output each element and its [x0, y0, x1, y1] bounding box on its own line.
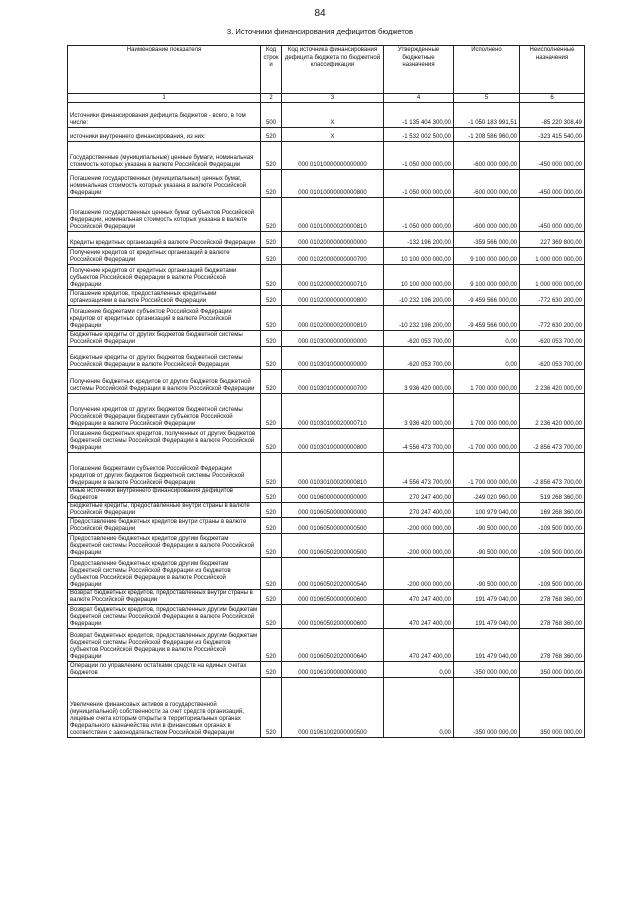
row-approved: -620 053 700,00: [384, 347, 454, 370]
row-name: Погашение кредитов, предоставленных кредитными организациями в валюте Российской Федерации: [68, 290, 261, 306]
row-executed: -350 000 000,00: [454, 662, 520, 678]
row-executed: -600 000 000,00: [454, 198, 520, 232]
header-executed: Исполнено: [454, 46, 520, 94]
row-source-code: 000 01030000000000000: [282, 331, 384, 347]
row-approved: 3 936 420 000,00: [384, 394, 454, 429]
table-row: [68, 265, 585, 290]
row-executed: -9 459 566 000,00: [454, 290, 520, 306]
row-line-code: 520: [261, 590, 282, 605]
row-approved: -1 135 404 300,00: [384, 103, 454, 128]
row-line-code: 520: [261, 518, 282, 534]
table-row: [68, 629, 585, 662]
row-unexecuted: 227 369 800,00: [520, 232, 585, 248]
table-header: [68, 46, 585, 103]
row-source-code: 000 01030100020000710: [282, 394, 384, 429]
row-name: Бюджетные кредиты от других бюджетов бюджетной системы Российской Федерации в валюте Российской Федерации: [68, 347, 261, 370]
row-executed: -1 700 000 000,00: [454, 453, 520, 488]
row-name: Погашение государственных ценных бумаг субъектов Российской Федерации, номинальная стоимость которых указана в валюте Российской Федерации: [68, 198, 261, 232]
row-source-code: X: [282, 103, 384, 128]
row-executed: 0,00: [454, 331, 520, 347]
row-unexecuted: -109 500 000,00: [520, 534, 585, 558]
header-approved: Утвержденные бюджетные назначения: [384, 46, 454, 94]
row-executed: -1 208 586 960,00: [454, 128, 520, 142]
row-approved: -10 232 196 200,00: [384, 306, 454, 331]
row-line-code: 520: [261, 248, 282, 265]
row-unexecuted: 350 000 000,00: [520, 662, 585, 678]
row-executed: -90 500 000,00: [454, 534, 520, 558]
row-approved: 270 247 400,00: [384, 503, 454, 518]
row-name: Погашение бюджетных кредитов, полученных от других бюджетов бюджетной системы Российской Федерации в валюте Российской Федерации: [68, 429, 261, 453]
row-source-code: 000 01010000020000810: [282, 198, 384, 232]
row-line-code: 520: [261, 488, 282, 503]
row-source-code: 000 01030100000000000: [282, 347, 384, 370]
table-row: [68, 558, 585, 590]
row-line-code: 520: [261, 347, 282, 370]
row-unexecuted: 169 268 360,00: [520, 503, 585, 518]
row-line-code: 520: [261, 331, 282, 347]
row-unexecuted: 278 768 360,00: [520, 629, 585, 662]
row-unexecuted: -109 500 000,00: [520, 518, 585, 534]
row-executed: -90 500 000,00: [454, 558, 520, 590]
row-name: Предоставление бюджетных кредитов другим бюджетам бюджетной системы Российской Федерации в валюте Российской Федерации: [68, 534, 261, 558]
row-line-code: 520: [261, 678, 282, 738]
header-unexecuted: Неисполненные назначения: [520, 46, 585, 94]
row-approved: 270 247 400,00: [384, 488, 454, 503]
table-row: [68, 678, 585, 738]
row-executed: 9 100 000 000,00: [454, 265, 520, 290]
row-unexecuted: -2 856 473 700,00: [520, 429, 585, 453]
row-line-code: 520: [261, 394, 282, 429]
row-unexecuted: 1 000 000 000,00: [520, 265, 585, 290]
header-indicator-name: Наименование показателя: [68, 46, 261, 94]
row-executed: 191 479 040,00: [454, 629, 520, 662]
row-unexecuted: -772 630 200,00: [520, 306, 585, 331]
row-executed: 100 979 040,00: [454, 503, 520, 518]
row-approved: 0,00: [384, 678, 454, 738]
row-approved: 0,00: [384, 662, 454, 678]
row-source-code: 000 01061000000000000: [282, 662, 384, 678]
table-row: [68, 331, 585, 347]
row-source-code: 000 01030100000000700: [282, 370, 384, 394]
page-number: 84: [314, 8, 326, 19]
table-row: [68, 103, 585, 128]
row-line-code: 520: [261, 198, 282, 232]
header-source-code: Код источника финансирования дефицита бюджета по бюджетной классификации: [282, 46, 384, 94]
row-source-code: 000 01060500000000000: [282, 503, 384, 518]
row-name: Увеличение финансовых активов в государственной (муниципальной) собственности за счет средств организаций, лицевые счета которым открыты в территориальных органах Федерального казначейства или в финансовых органах в соответствии с законодательством Российской Федерации: [68, 678, 261, 738]
row-approved: -4 556 473 700,00: [384, 453, 454, 488]
table-row: [68, 142, 585, 170]
row-approved: 10 100 000 000,00: [384, 248, 454, 265]
table-row: [68, 306, 585, 331]
financing-sources-table: [67, 45, 585, 738]
row-source-code: 000 01061002000000500: [282, 678, 384, 738]
row-name: Государственные (муниципальные) ценные бумаги, номинальная стоимость которых указана в валюте Российской Федерации: [68, 142, 261, 170]
row-line-code: 520: [261, 370, 282, 394]
row-line-code: 520: [261, 142, 282, 170]
column-number: 3: [282, 94, 384, 103]
row-approved: -620 053 700,00: [384, 331, 454, 347]
table-row: [68, 290, 585, 306]
column-number-row: [68, 94, 585, 103]
table-row: [68, 170, 585, 198]
row-source-code: 000 01010000000000800: [282, 170, 384, 198]
row-name: Погашение государственных (муниципальных) ценных бумаг, номинальная стоимость которых указана в валюте Российской Федерации: [68, 170, 261, 198]
row-executed: 1 700 000 000,00: [454, 370, 520, 394]
row-unexecuted: -109 500 000,00: [520, 558, 585, 590]
row-name: Получение кредитов от кредитных организаций бюджетами субъектов Российской Федерации в валюте Российской Федерации: [68, 265, 261, 290]
row-unexecuted: 1 000 000 000,00: [520, 248, 585, 265]
row-executed: -350 000 000,00: [454, 678, 520, 738]
row-source-code: 000 01060000000000000: [282, 488, 384, 503]
row-unexecuted: 278 768 360,00: [520, 590, 585, 605]
row-executed: -600 000 000,00: [454, 142, 520, 170]
row-source-code: 000 01020000020000710: [282, 265, 384, 290]
column-number: 2: [261, 94, 282, 103]
table-row: [68, 518, 585, 534]
table-row: [68, 488, 585, 503]
row-line-code: 520: [261, 128, 282, 142]
row-name: Возврат бюджетных кредитов, предоставленных внутри страны в валюте Российской Федерации: [68, 590, 261, 605]
row-source-code: 000 01060500000000600: [282, 590, 384, 605]
row-source-code: 000 01020000000000700: [282, 248, 384, 265]
row-approved: -1 050 000 000,00: [384, 170, 454, 198]
row-approved: 470 247 400,00: [384, 590, 454, 605]
table-row: [68, 605, 585, 629]
row-source-code: 000 01060502000000500: [282, 534, 384, 558]
table-row: [68, 429, 585, 453]
section-title: 3. Источники финансирования дефицитов бюджетов: [226, 27, 414, 36]
row-source-code: 000 01060502020000540: [282, 558, 384, 590]
row-line-code: 520: [261, 170, 282, 198]
row-line-code: 520: [261, 453, 282, 488]
row-name: Погашение бюджетами субъектов Российской Федерации кредитов от кредитных организаций в валюте Российской Федерации: [68, 306, 261, 331]
row-line-code: 520: [261, 232, 282, 248]
row-approved: -4 556 473 700,00: [384, 429, 454, 453]
row-executed: -9 459 566 000,00: [454, 306, 520, 331]
row-executed: -1 700 000 000,00: [454, 429, 520, 453]
row-executed: 191 479 040,00: [454, 590, 520, 605]
row-source-code: 000 01060502000000600: [282, 605, 384, 629]
table-row: [68, 370, 585, 394]
row-name: источники внутреннего финансирования, из них:: [68, 128, 261, 142]
row-line-code: 520: [261, 306, 282, 331]
row-line-code: 520: [261, 534, 282, 558]
row-source-code: 000 01020000020000810: [282, 306, 384, 331]
row-executed: -249 020 960,00: [454, 488, 520, 503]
row-source-code: 000 01030100020000810: [282, 453, 384, 488]
row-approved: 3 936 420 000,00: [384, 370, 454, 394]
table-body: [68, 103, 585, 738]
row-source-code: 000 01030100000000800: [282, 429, 384, 453]
row-executed: 191 479 040,00: [454, 605, 520, 629]
table-row: [68, 347, 585, 370]
row-executed: 1 700 000 000,00: [454, 394, 520, 429]
row-unexecuted: 2 236 420 000,00: [520, 370, 585, 394]
row-line-code: 520: [261, 605, 282, 629]
row-approved: -1 050 000 000,00: [384, 142, 454, 170]
row-name: Получение бюджетных кредитов от других бюджетов бюджетной системы Российской Федерации в валюте Российской Федерации: [68, 370, 261, 394]
row-source-code: 000 01020000000000800: [282, 290, 384, 306]
header-line-code: Код строк и: [261, 46, 282, 94]
row-executed: -359 566 000,00: [454, 232, 520, 248]
row-line-code: 520: [261, 662, 282, 678]
row-executed: 9 100 000 000,00: [454, 248, 520, 265]
column-number: 5: [454, 94, 520, 103]
column-number: 4: [384, 94, 454, 103]
row-unexecuted: -85 220 308,49: [520, 103, 585, 128]
row-line-code: 520: [261, 290, 282, 306]
row-executed: -1 050 183 991,51: [454, 103, 520, 128]
table-row: [68, 662, 585, 678]
row-executed: 0,00: [454, 347, 520, 370]
row-approved: 470 247 400,00: [384, 629, 454, 662]
row-name: Кредиты кредитных организаций в валюте Российской Федерации: [68, 232, 261, 248]
table-row: [68, 248, 585, 265]
row-unexecuted: 350 000 000,00: [520, 678, 585, 738]
row-name: Источники финансирования дефицита бюджетов - всего, в том числе:: [68, 103, 261, 128]
row-unexecuted: -620 053 700,00: [520, 347, 585, 370]
row-approved: 470 247 400,00: [384, 605, 454, 629]
table-row: [68, 453, 585, 488]
table-row: [68, 590, 585, 605]
row-unexecuted: -323 415 540,00: [520, 128, 585, 142]
row-unexecuted: -2 856 473 700,00: [520, 453, 585, 488]
row-source-code: 000 01020000000000000: [282, 232, 384, 248]
row-source-code: 000 01010000000000000: [282, 142, 384, 170]
row-line-code: 520: [261, 629, 282, 662]
row-unexecuted: 278 768 360,00: [520, 605, 585, 629]
row-line-code: 520: [261, 265, 282, 290]
row-approved: -200 000 000,00: [384, 534, 454, 558]
row-approved: -132 196 200,00: [384, 232, 454, 248]
row-approved: 10 100 000 000,00: [384, 265, 454, 290]
row-unexecuted: -620 053 700,00: [520, 331, 585, 347]
row-approved: -200 000 000,00: [384, 558, 454, 590]
row-name: Бюджетные кредиты, предоставленные внутри страны в валюте Российской Федерации: [68, 503, 261, 518]
row-name: Погашение бюджетами субъектов Российской Федерации кредитов от других бюджетов бюджетной системы Российской Федерации в валюте Российской Федерации: [68, 453, 261, 488]
column-number: 6: [520, 94, 585, 103]
row-source-code: X: [282, 128, 384, 142]
row-line-code: 520: [261, 503, 282, 518]
row-executed: -90 500 000,00: [454, 518, 520, 534]
row-name: Получение кредитов от кредитных организаций в валюте Российской Федерации: [68, 248, 261, 265]
row-unexecuted: -772 630 200,00: [520, 290, 585, 306]
row-line-code: 520: [261, 429, 282, 453]
row-line-code: 520: [261, 558, 282, 590]
row-name: Получение кредитов от других бюджетов бюджетной системы Российской Федерации бюджетами субъектов Российской Федерации в валюте Российской Федерации: [68, 394, 261, 429]
row-source-code: 000 01060500000000500: [282, 518, 384, 534]
table-row: [68, 198, 585, 232]
row-unexecuted: 2 236 420 000,00: [520, 394, 585, 429]
row-name: Предоставление бюджетных кредитов другим бюджетам бюджетной системы Российской Федерации из бюджетов субъектов Российской Федерации в валюте Российской Федерации: [68, 558, 261, 590]
column-number: 1: [68, 94, 261, 103]
row-name: Возврат бюджетных кредитов, предоставленных другим бюджетам бюджетной системы Российской Федерации из бюджетов субъектов Российской Федерации в валюте Российской Федерации: [68, 629, 261, 662]
row-source-code: 000 01060502020000640: [282, 629, 384, 662]
row-approved: -1 050 000 000,00: [384, 198, 454, 232]
row-unexecuted: -450 000 000,00: [520, 198, 585, 232]
table-row: [68, 534, 585, 558]
table-row: [68, 503, 585, 518]
row-executed: -600 000 000,00: [454, 170, 520, 198]
table-row: [68, 128, 585, 142]
row-approved: -200 000 000,00: [384, 518, 454, 534]
table-row: [68, 394, 585, 429]
row-name: Бюджетные кредиты от других бюджетов бюджетной системы Российской Федерации: [68, 331, 261, 347]
row-name: Предоставление бюджетных кредитов внутри страны в валюте Российской Федерации: [68, 518, 261, 534]
table-row: [68, 232, 585, 248]
row-approved: -10 232 196 200,00: [384, 290, 454, 306]
row-approved: -1 532 002 500,00: [384, 128, 454, 142]
row-name: Операции по управлению остатками средств на единых счетах бюджетов: [68, 662, 261, 678]
row-unexecuted: -450 000 000,00: [520, 170, 585, 198]
row-unexecuted: -450 000 000,00: [520, 142, 585, 170]
row-name: Возврат бюджетных кредитов, предоставленных другим бюджетам бюджетной системы Российской Федерации в валюте Российской Федерации: [68, 605, 261, 629]
row-unexecuted: 519 268 360,00: [520, 488, 585, 503]
row-name: Иные источники внутреннего финансирования дефицитов бюджетов: [68, 488, 261, 503]
row-line-code: 500: [261, 103, 282, 128]
